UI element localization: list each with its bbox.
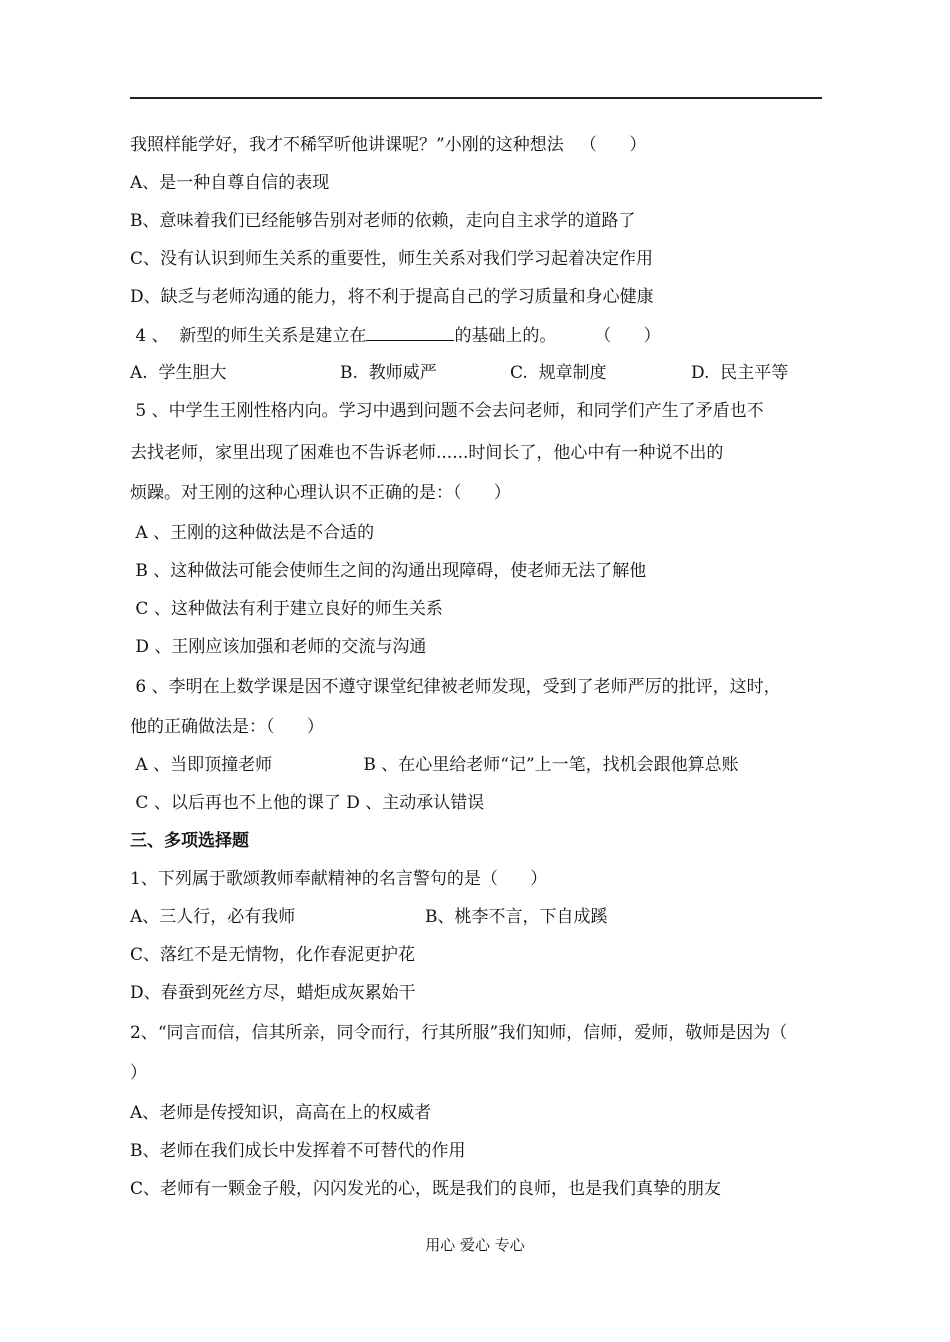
- q3-option-d: D、缺乏与老师沟通的能力，将不利于提高自己的学习质量和身心健康: [130, 287, 654, 307]
- header-rule: [130, 97, 822, 99]
- q5-stem-line3: 烦躁。对王刚的这种心理认识不正确的是：（ ）: [130, 483, 511, 503]
- q5-stem-line2: 去找老师，家里出现了困难也不告诉老师......时间长了，他心中有一种说不出的: [130, 443, 724, 463]
- q4-blank: [366, 324, 454, 341]
- mq1-option-a: A、三人行，必有我师: [130, 907, 296, 927]
- q4-stem: [130, 324, 661, 347]
- q3-stem-continued: 我照样能学好，我才不稀罕听他讲课呢？”小刚的这种想法 （ ）: [130, 135, 647, 155]
- q3-option-a: A、是一种自尊自信的表现: [130, 173, 330, 193]
- mq1-option-d: D、春蚕到死丝方尽，蜡炬成灰累始干: [130, 983, 416, 1003]
- q6-option-a: A 、当即顶撞老师: [130, 755, 273, 775]
- q4-stem-end: 的基础上的。 （ ）: [454, 326, 661, 346]
- mq2-stem-line2: ）: [130, 1063, 147, 1083]
- q6-stem-line2: 他的正确做法是：（ ）: [130, 717, 324, 737]
- section-heading: 三、多项选择题: [130, 831, 249, 851]
- mq2-option-b: B、老师在我们成长中发挥着不可替代的作用: [130, 1141, 466, 1161]
- mq2-stem-line1: 2、“同言而信，信其所亲，同令而行，行其所服”我们知师，信师，爱师，敬师是因为（: [130, 1023, 788, 1043]
- q6-stem-line1: 6 、李明在上数学课是因不遵守课堂纪律被老师发现，受到了老师严厉的批评，这时，: [130, 677, 781, 697]
- mq1-option-c: C、落红不是无情物，化作春泥更护花: [130, 945, 416, 965]
- q3-option-c: C、没有认识到师生关系的重要性，师生关系对我们学习起着决定作用: [130, 249, 654, 269]
- q5-stem-line1: 5 、中学生王刚性格内向。学习中遇到问题不会去问老师，和同学们产生了矛盾也不: [130, 401, 764, 421]
- mq1-option-b: B、桃李不言，下自成蹊: [425, 907, 608, 927]
- q5-option-b: B 、这种做法可能会使师生之间的沟通出现障碍，使老师无法了解他: [130, 561, 647, 581]
- q3-option-b: B、意味着我们已经能够告别对老师的依赖，走向自主求学的道路了: [130, 211, 636, 231]
- q6-options-c-d: C 、以后再也不上他的课了 D 、主动承认错误: [130, 793, 485, 813]
- q4-option-a: A. 学生胆大: [130, 363, 227, 383]
- mq2-option-c: C、老师有一颗金子般，闪闪发光的心，既是我们的良师，也是我们真挚的朋友: [130, 1179, 722, 1199]
- q4-option-b: B. 教师威严: [340, 363, 437, 383]
- q5-option-d: D 、王刚应该加强和老师的交流与沟通: [130, 637, 427, 657]
- q5-option-a: A 、王刚的这种做法是不合适的: [130, 523, 375, 543]
- page-footer: 用心 爱心 专心: [425, 1236, 525, 1254]
- mq1-stem: 1、下列属于歌颂教师奉献精神的名言警句的是（ ）: [130, 869, 548, 889]
- q6-option-b: B 、在心里给老师“记”上一笔，找机会跟他算总账: [358, 755, 739, 775]
- q4-option-c: C. 规章制度: [510, 363, 607, 383]
- q5-option-c: C 、这种做法有利于建立良好的师生关系: [130, 599, 443, 619]
- q4-stem-start: 4 、 新型的师生关系是建立在: [130, 326, 367, 346]
- mq2-option-a: A、老师是传授知识，高高在上的权威者: [130, 1103, 432, 1123]
- q4-option-d: D. 民主平等: [691, 363, 789, 383]
